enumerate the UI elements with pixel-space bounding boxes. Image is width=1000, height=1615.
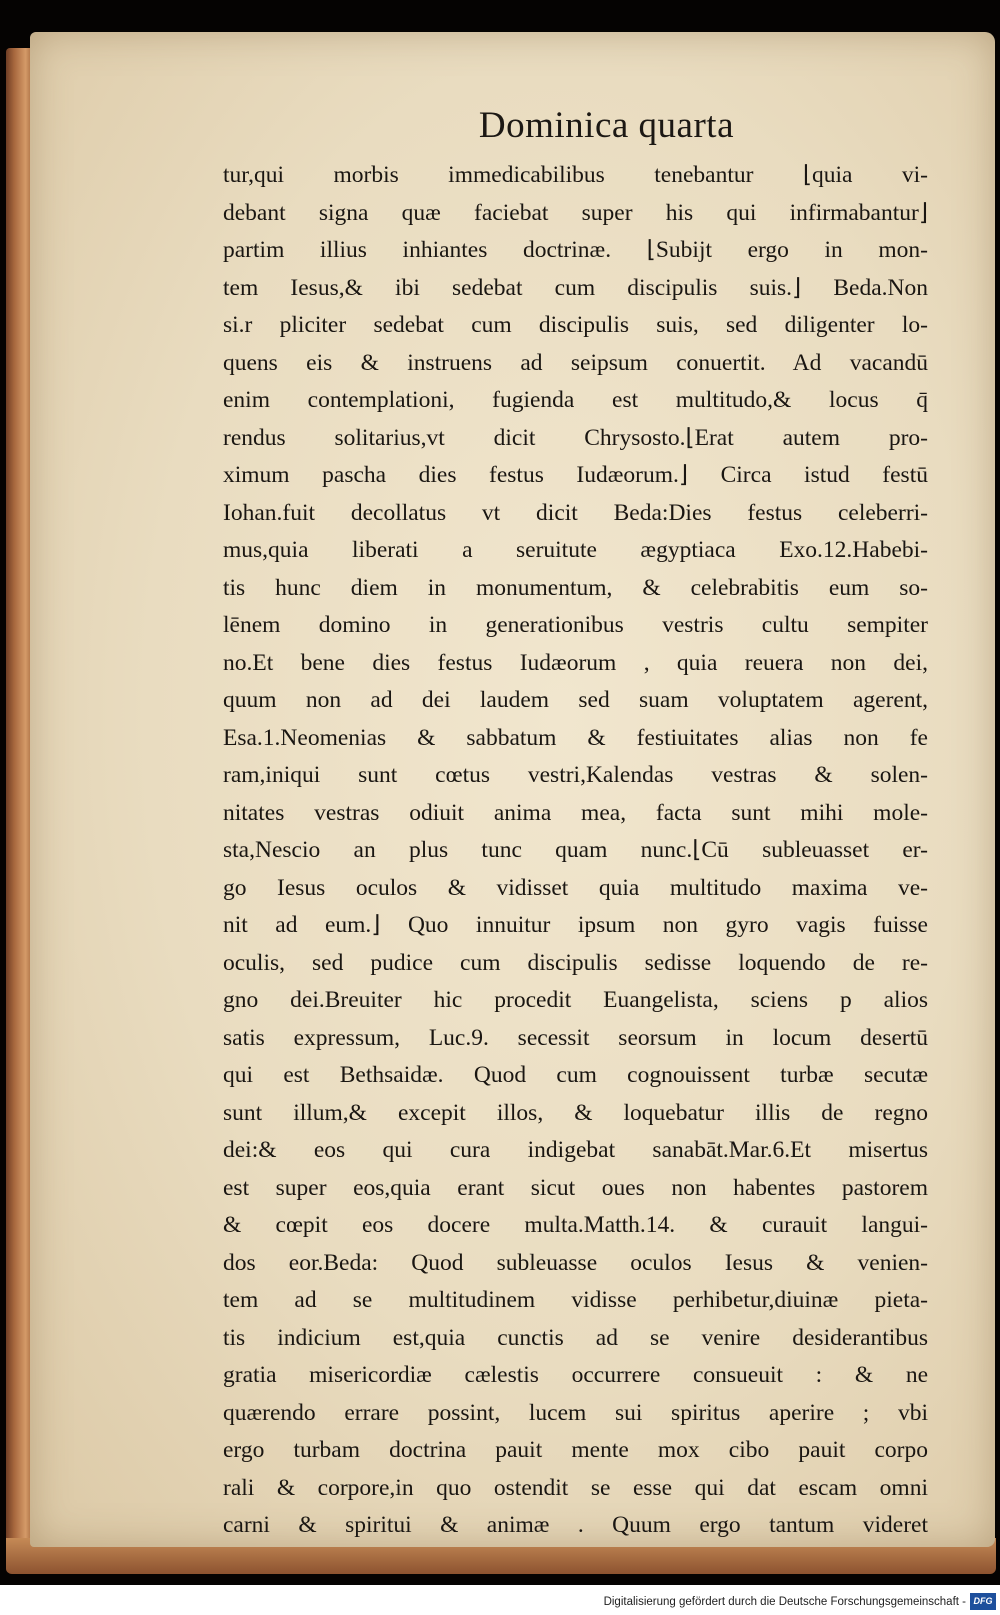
book-page bbox=[30, 32, 995, 1547]
text-line: sunt illum,& excepit illos, & loquebatur illis de regno bbox=[223, 1099, 928, 1126]
text-line: mus,quia liberati a seruitute ægyptiaca Exo.12.Habebi- bbox=[223, 537, 928, 563]
text-line: oculis, sed pudice cum discipulis sedisse loquendo de re- bbox=[223, 949, 928, 976]
text-line: tem ad se multitudinem vidisse perhibetur,diuinæ pieta- bbox=[223, 1287, 928, 1313]
text-line: enim contemplationi, fugienda est multitudo,& locus q̄ bbox=[223, 387, 928, 413]
text-line: sta,Nescio an plus tunc quam nunc.⌊Cū subleuasset er- bbox=[223, 837, 928, 863]
text-line: tem Iesus,& ibi sedebat cum discipulis suis.⌋ Beda.Non bbox=[223, 274, 928, 301]
text-line: partim illius inhiantes doctrinæ. ⌊Subijt ergo in mon- bbox=[223, 237, 928, 263]
text-line: gno dei.Breuiter hic procedit Euangelista, sciens p alios bbox=[223, 987, 928, 1013]
text-line: ram,iniqui sunt cœtus vestri,Kalendas vestras & solen- bbox=[223, 762, 928, 788]
text-line: qui est Bethsaidæ. Quod cum cognouissent turbæ secutæ bbox=[223, 1062, 928, 1088]
text-line: no.Et bene dies festus Iudæorum , quia reuera non dei, bbox=[223, 649, 928, 676]
text-line: Iohan.fuit decollatus vt dicit Beda:Dies festus celeberri- bbox=[223, 499, 928, 526]
running-header: Dominica quarta bbox=[478, 105, 734, 146]
text-line: quum non ad dei laudem sed suam voluptatem agerent, bbox=[223, 687, 928, 713]
text-line: quens eis & instruens ad seipsum conuertit. Ad vacandū bbox=[223, 349, 928, 376]
text-line: rendus solitarius,vt dicit Chrysosto.⌊Erat autem pro- bbox=[223, 424, 928, 451]
text-line: lēnem domino in generationibus vestris cultu sempiter bbox=[223, 612, 928, 638]
text-line: tis hunc diem in monumentum, & celebrabitis eum so- bbox=[223, 574, 928, 601]
text-line: tur,qui morbis immedicabilibus tenebantur ⌊quia vi- bbox=[223, 162, 928, 188]
page-text-block bbox=[223, 157, 928, 1547]
text-line: si.r pliciter sedebat cum discipulis suis, sed diligenter lo- bbox=[223, 312, 928, 338]
text-line: dos eor.Beda: Quod subleuasse oculos Iesus & venien- bbox=[223, 1249, 928, 1276]
text-line: ergo turbam doctrina pauit mente mox cibo pauit corpo bbox=[223, 1437, 928, 1463]
text-line: & cœpit eos docere multa.Matth.14. & curauit langui- bbox=[223, 1212, 928, 1238]
text-line: rali & corpore,in quo ostendit se esse qui dat escam omni bbox=[223, 1474, 928, 1501]
text-line bbox=[223, 1545, 928, 1548]
text-line: est super eos,quia erant sicut oues non habentes pastorem bbox=[223, 1174, 928, 1201]
text-line: tis indicium est,quia cunctis ad se venire desiderantibus bbox=[223, 1324, 928, 1351]
dfg-logo: DFG bbox=[970, 1593, 996, 1610]
text-line: debant signa quæ faciebat super his qui infirmabantur⌋ bbox=[223, 199, 928, 226]
text-line: quærendo errare possint, lucem sui spiritus aperire ; vbi bbox=[223, 1399, 928, 1426]
text-line: nitates vestras odiuit anima mea, facta sunt mihi mole- bbox=[223, 799, 928, 826]
text-line: ximum pascha dies festus Iudæorum.⌋ Circa istud festū bbox=[223, 462, 928, 488]
digitization-credit: Digitalisierung gefördert durch die Deutsche Forschungsgemeinschaft - bbox=[603, 1596, 966, 1608]
text-line: go Iesus oculos & vidisset quia multitudo maxima ve- bbox=[223, 874, 928, 901]
text-line: Esa.1.Neomenias & sabbatum & festiuitates alias non fe bbox=[223, 724, 928, 751]
text-line: gratia misericordiæ cælestis occurrere consueuit : & ne bbox=[223, 1362, 928, 1388]
text-line: satis expressum, Luc.9. secessit seorsum in locum desertū bbox=[223, 1024, 928, 1051]
text-line: nit ad eum.⌋ Quo innuitur ipsum non gyro vagis fuisse bbox=[223, 912, 928, 938]
text-line: carni & spiritui & animæ . Quum ergo tantum videret bbox=[223, 1512, 928, 1538]
text-line: dei:& eos qui cura indigebat sanabāt.Mar.6.Et misertus bbox=[223, 1137, 928, 1163]
